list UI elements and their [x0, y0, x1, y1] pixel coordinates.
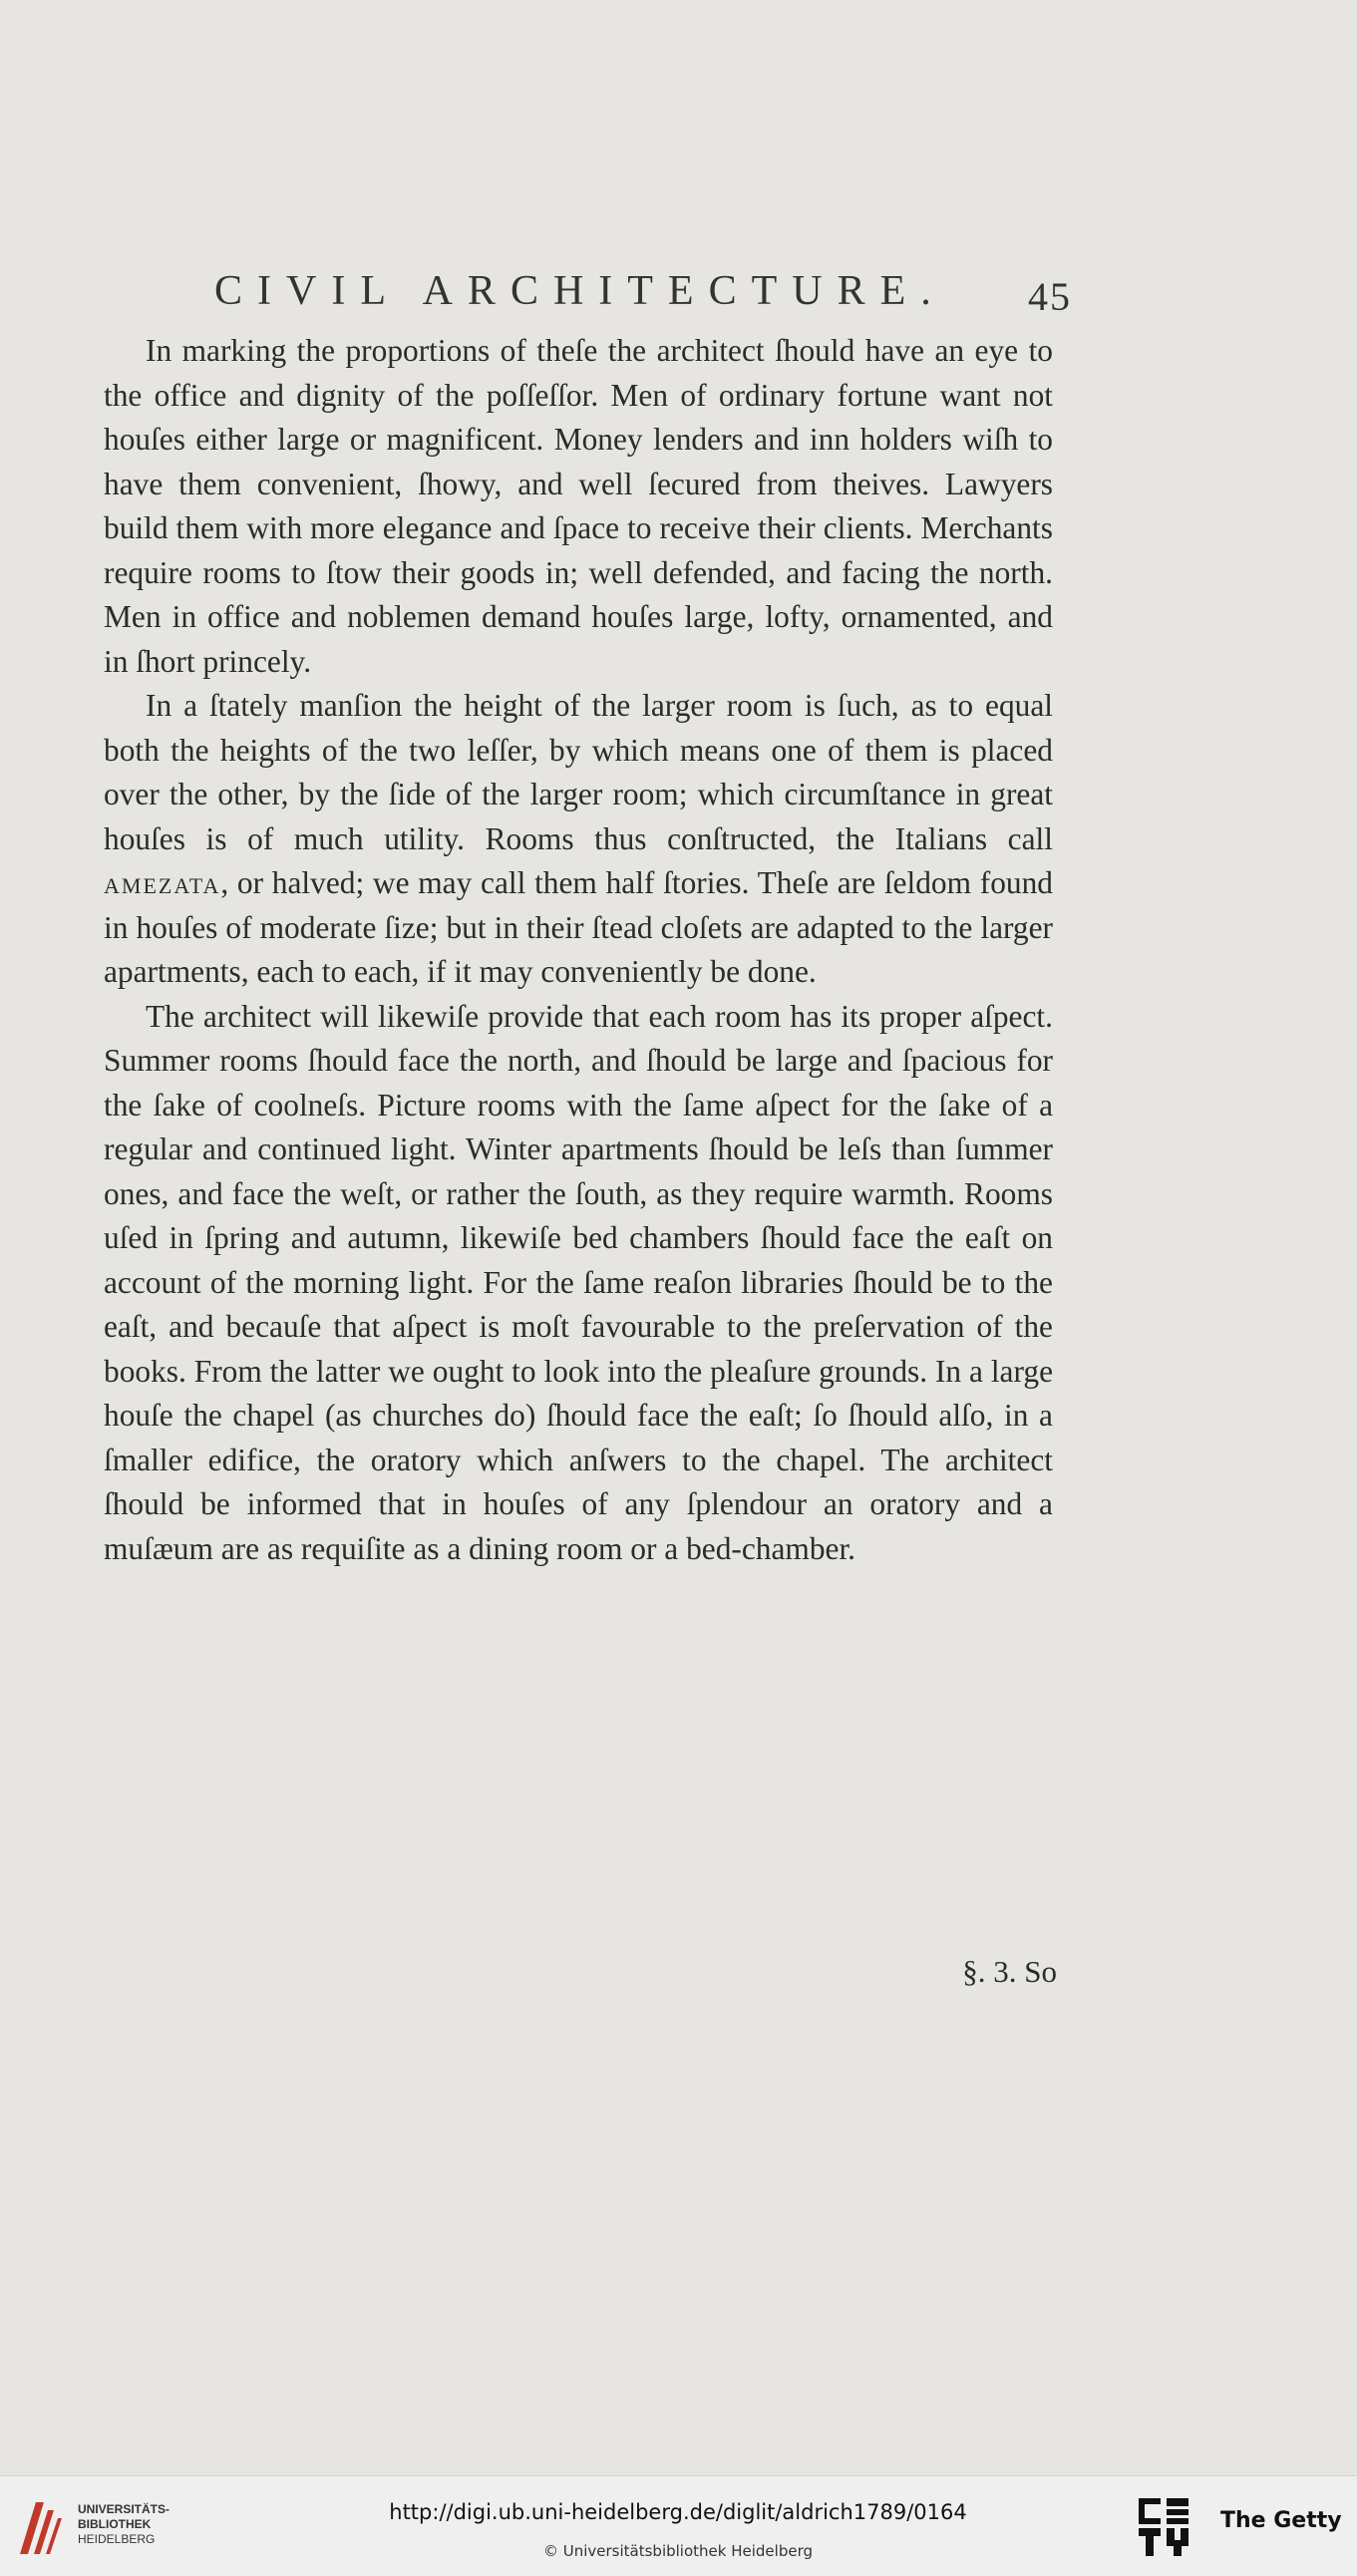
footer-bar: [0, 2475, 1357, 2576]
partner-name: The Getty: [1220, 2508, 1342, 2533]
body-text: [104, 329, 1053, 1571]
paragraph-3: The architect will likewiſe provide that each room has its proper aſpect. Summer rooms ſhould face the north, and ſhould be large and ſpacious for the ſake of coolneſs. Picture rooms with the ſame aſpect for the ſake of a regular and continued light. Winter apartments ſhould be leſs than ſummer ones, and face the weſt, or rather the ſouth, as they require warmth. Rooms uſed in ſpring and autumn, likewiſe bed chambers ſhould face the eaſt on account of the morning light. For the ſame reaſon libraries ſhould be to the eaſt, and becauſe that aſpect is moſt favourable to the preſervation of the books. From the latter we ought to look into the pleaſure grounds. In a large houſe the chapel (as churches do) ſhould face the eaſt; ſo ſhould alſo, in a ſmaller edifice, the oratory which anſwers to the chapel. The architect ſhould be informed that in houſes of any ſplendour an oratory and a muſæum are as requiſite as a dining room or a bed-chamber.: [104, 998, 1053, 1566]
running-head-title: CIVIL ARCHITECTURE.: [214, 268, 946, 314]
paragraph-2: [104, 684, 1053, 995]
page-number: 45: [1028, 274, 1072, 319]
paragraph-2-text-before: In a ſtately manſion the height of the larger room is ſuch, as to equal both the heights of the two leſſer, by which means one of them is placed over the other, by the ſide of the larger room; which circumſtance in great houſes is of much utility. Rooms thus conſtructed, the Italians call: [104, 688, 1053, 856]
getty-logo-icon[interactable]: [1137, 2496, 1192, 2558]
library-name: [78, 2502, 207, 2547]
permalink-url[interactable]: http://digi.ub.uni-heidelberg.de/diglit/aldrich1789/0164: [389, 2500, 967, 2524]
catchword: §. 3. So: [962, 1954, 1057, 1989]
library-name-line2: BIBLIOTHEK: [78, 2517, 152, 2531]
library-name-line3: HEIDELBERG: [78, 2532, 156, 2546]
copyright-text: © Universitätsbibliothek Heidelberg: [542, 2542, 813, 2560]
heidelberg-library-logo-icon[interactable]: [14, 2496, 68, 2560]
italian-term: amezata: [104, 865, 221, 900]
library-name-line1: UNIVERSITÄTS-: [78, 2502, 170, 2516]
running-head: [214, 267, 1072, 327]
paragraph-2-text-after: , or halved; we may call them half ſtories. Theſe are ſeldom found in houſes of moderate ſize; but in their ſtead cloſets are adapted to the larger apartments, each to each, if it may conveniently be done.: [104, 865, 1053, 989]
paragraph-1: In marking the proportions of theſe the architect ſhould have an eye to the office and dignity of the poſſeſſor. Men of ordinary fortune want not houſes either large or magnificent. Money lenders and inn holders wiſh to have them convenient, ſhowy, and well ſecured from theives. Lawyers build them with more elegance and ſpace to receive their clients. Merchants require rooms to ſtow their goods in; well defended, and facing the north. Men in office and noblemen demand houſes large, lofty, ornamented, and in ſhort princely.: [104, 333, 1053, 679]
